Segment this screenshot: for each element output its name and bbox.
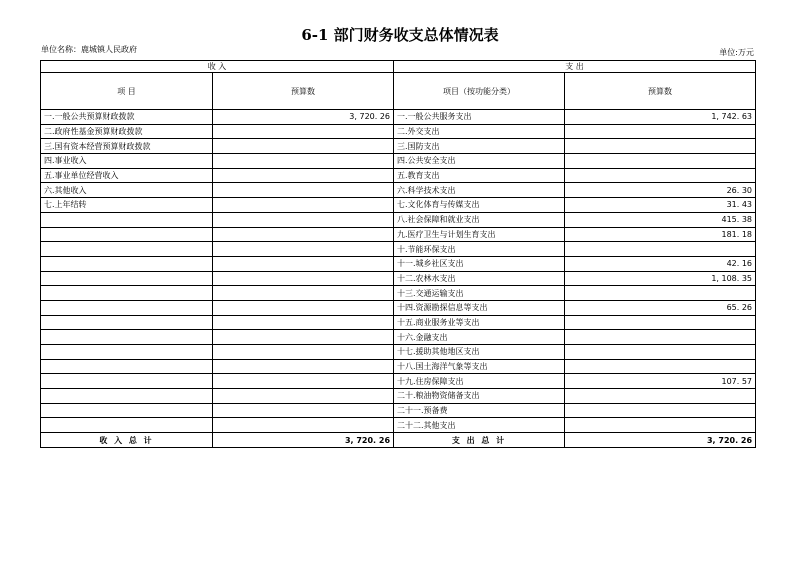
income-budget-cell (213, 256, 394, 271)
table-row (41, 124, 756, 139)
expense-item-cell: 十八.国土海洋气象等支出 (394, 359, 565, 374)
income-item-cell (41, 345, 213, 360)
income-budget-cell (213, 154, 394, 169)
income-item-cell (41, 418, 213, 433)
income-budget-cell (213, 418, 394, 433)
page-title: 6-1 部门财务收支总体情况表 (301, 26, 499, 44)
income-budget-cell (213, 300, 394, 315)
expense-item-cell: 十九.住房保障支出 (394, 374, 565, 389)
income-budget-cell (213, 359, 394, 374)
expense-budget-cell: 181. 18 (565, 227, 756, 242)
expense-budget-cell (565, 139, 756, 154)
expense-budget-cell (565, 345, 756, 360)
unit-name-label: 单位名称：鹿城镇人民政府 (41, 45, 137, 54)
expense-item-cell: 九.医疗卫生与计划生育支出 (394, 227, 565, 242)
expense-budget-header: 预算数 (565, 73, 756, 110)
income-total-label: 收 入 总 计 (41, 433, 213, 448)
table-row (41, 154, 756, 169)
expense-budget-cell (565, 359, 756, 374)
income-budget-cell (213, 374, 394, 389)
income-item-cell (41, 374, 213, 389)
expense-budget-cell (565, 315, 756, 330)
expense-budget-cell (565, 389, 756, 404)
expense-budget-cell: 31. 43 (565, 198, 756, 213)
expense-budget-cell: 65. 26 (565, 300, 756, 315)
table-row (41, 300, 756, 315)
income-budget-cell (213, 198, 394, 213)
finance-summary-table (40, 60, 756, 448)
table-row (41, 374, 756, 389)
income-item-cell: 七.上年结转 (41, 198, 213, 213)
income-item-cell (41, 403, 213, 418)
income-budget-cell (213, 183, 394, 198)
expense-item-cell: 五.教育支出 (394, 168, 565, 183)
income-budget-cell (213, 330, 394, 345)
income-item-cell (41, 242, 213, 257)
income-item-cell (41, 359, 213, 374)
income-item-cell (41, 300, 213, 315)
income-budget-cell (213, 242, 394, 257)
income-section-header: 收 入 (41, 61, 394, 73)
expense-budget-cell (565, 330, 756, 345)
income-budget-cell: 3, 720. 26 (213, 110, 394, 125)
expense-item-cell: 十四.资源勘探信息等支出 (394, 300, 565, 315)
expense-item-cell: 十二.农林水支出 (394, 271, 565, 286)
income-budget-cell (213, 227, 394, 242)
table-row (41, 418, 756, 433)
table-row (41, 389, 756, 404)
table-row (41, 403, 756, 418)
expense-budget-cell: 42. 16 (565, 256, 756, 271)
column-header-row (41, 73, 756, 110)
income-budget-cell (213, 139, 394, 154)
expense-budget-cell: 26. 30 (565, 183, 756, 198)
table-row (41, 271, 756, 286)
expense-item-cell: 三.国防支出 (394, 139, 565, 154)
table-row (41, 359, 756, 374)
income-budget-cell (213, 403, 394, 418)
income-budget-cell (213, 212, 394, 227)
expense-budget-cell (565, 168, 756, 183)
income-item-cell (41, 389, 213, 404)
expense-budget-cell: 415. 38 (565, 212, 756, 227)
expense-item-cell: 四.公共安全支出 (394, 154, 565, 169)
expense-item-cell: 十五.商业服务业等支出 (394, 315, 565, 330)
income-budget-cell (213, 271, 394, 286)
table-row (41, 345, 756, 360)
expense-item-cell: 十七.援助其他地区支出 (394, 345, 565, 360)
income-item-cell (41, 315, 213, 330)
table-row (41, 212, 756, 227)
table-row (41, 227, 756, 242)
table-row (41, 286, 756, 301)
totals-row (41, 433, 756, 448)
income-item-cell: 一.一般公共预算财政拨款 (41, 110, 213, 125)
table-row (41, 256, 756, 271)
table-row (41, 330, 756, 345)
income-budget-cell (213, 345, 394, 360)
income-item-cell (41, 271, 213, 286)
expense-item-cell: 十六.金融支出 (394, 330, 565, 345)
expense-budget-cell: 1, 742. 63 (565, 110, 756, 125)
table-row (41, 168, 756, 183)
income-item-cell (41, 256, 213, 271)
income-item-cell (41, 330, 213, 345)
income-item-header: 项 目 (41, 73, 213, 110)
income-item-cell (41, 227, 213, 242)
income-total-value: 3, 720. 26 (213, 433, 394, 448)
income-item-cell (41, 286, 213, 301)
expense-item-cell: 二十二.其他支出 (394, 418, 565, 433)
expense-budget-cell (565, 154, 756, 169)
income-budget-header: 预算数 (213, 73, 394, 110)
expense-item-cell: 二十一.预备费 (394, 403, 565, 418)
income-budget-cell (213, 124, 394, 139)
expense-item-cell: 二.外交支出 (394, 124, 565, 139)
expense-item-cell: 十三.交通运输支出 (394, 286, 565, 301)
income-item-cell: 五.事业单位经营收入 (41, 168, 213, 183)
income-item-cell: 三.国有资本经营预算财政拨款 (41, 139, 213, 154)
expense-item-cell: 十.节能环保支出 (394, 242, 565, 257)
income-item-cell: 二.政府性基金预算财政拨款 (41, 124, 213, 139)
expense-budget-cell: 1, 108. 35 (565, 271, 756, 286)
expense-item-header: 项目（按功能分类） (394, 73, 565, 110)
expense-budget-cell (565, 124, 756, 139)
income-item-cell: 六.其他收入 (41, 183, 213, 198)
currency-unit-label: 单位:万元 (719, 48, 754, 57)
table-row (41, 139, 756, 154)
expense-item-cell: 七.文化体育与传媒支出 (394, 198, 565, 213)
income-budget-cell (213, 168, 394, 183)
expense-budget-cell (565, 242, 756, 257)
expense-total-value: 3, 720. 26 (565, 433, 756, 448)
expense-item-cell: 十一.城乡社区支出 (394, 256, 565, 271)
income-item-cell: 四.事业收入 (41, 154, 213, 169)
table-row (41, 315, 756, 330)
expense-item-cell: 二十.粮油物资储备支出 (394, 389, 565, 404)
table-row (41, 110, 756, 125)
income-budget-cell (213, 389, 394, 404)
expense-budget-cell (565, 286, 756, 301)
income-item-cell (41, 212, 213, 227)
expense-budget-cell (565, 403, 756, 418)
table-row (41, 183, 756, 198)
expense-budget-cell: 107. 57 (565, 374, 756, 389)
expense-item-cell: 六.科学技术支出 (394, 183, 565, 198)
section-header-row (41, 61, 756, 73)
expense-total-label: 支 出 总 计 (394, 433, 565, 448)
table-row (41, 198, 756, 213)
expense-budget-cell (565, 418, 756, 433)
income-budget-cell (213, 286, 394, 301)
expense-item-cell: 八.社会保障和就业支出 (394, 212, 565, 227)
table-row (41, 242, 756, 257)
expense-item-cell: 一.一般公共服务支出 (394, 110, 565, 125)
income-budget-cell (213, 315, 394, 330)
expense-section-header: 支 出 (394, 61, 756, 73)
